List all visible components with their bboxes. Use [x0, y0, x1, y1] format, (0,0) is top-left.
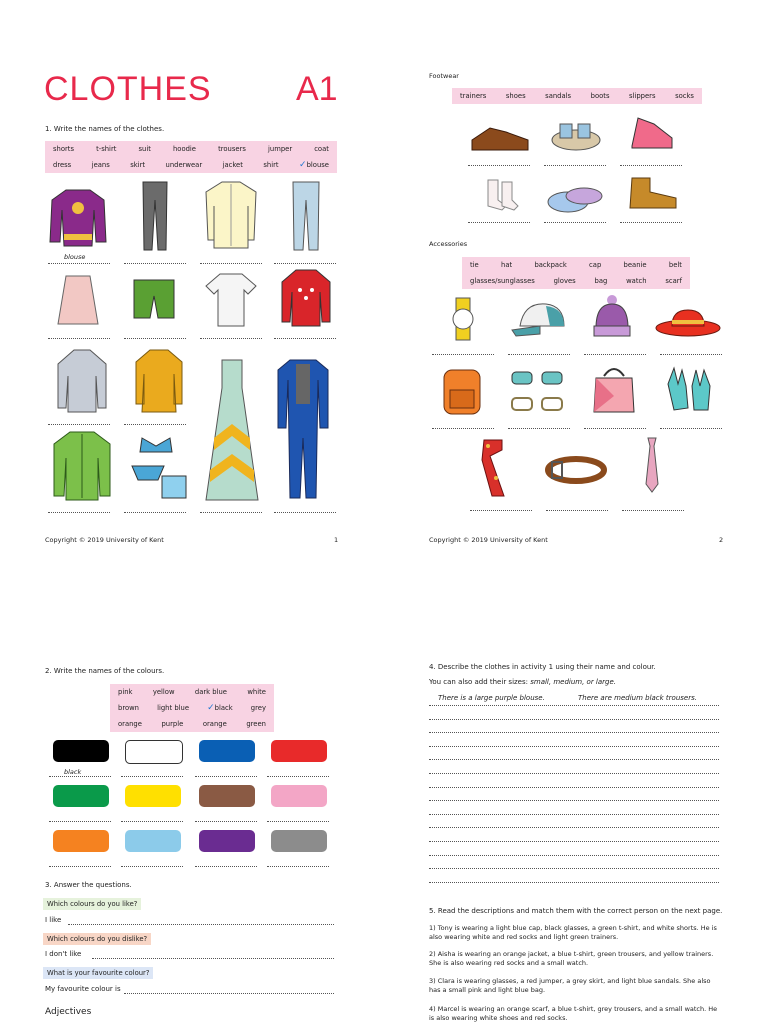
answer-line[interactable] — [546, 510, 608, 511]
word-bank-row-2 — [462, 273, 690, 289]
answer-line[interactable] — [121, 821, 183, 822]
example-sentence-2: There are medium black trousers. — [578, 694, 697, 702]
description-4: 4) Marcel is wearing an orange scarf, a blue t-shirt, grey trousers, and a small watch. He is also wearing white shoes and red socks. — [429, 1005, 718, 1022]
answer-line[interactable] — [124, 424, 186, 425]
word: brown — [118, 704, 139, 712]
writing-line[interactable] — [429, 705, 719, 706]
answer-line[interactable] — [200, 512, 262, 513]
word: yellow — [152, 688, 175, 696]
coat-image — [134, 348, 184, 414]
scarf-image — [476, 438, 510, 498]
answer-line[interactable] — [267, 821, 329, 822]
shorts-image — [132, 278, 176, 322]
shoes-image — [470, 120, 530, 154]
word: t-shirt — [96, 145, 117, 153]
colour-swatch — [53, 830, 109, 852]
word: jumper — [268, 145, 293, 153]
sizes-list: small, medium, or large. — [530, 678, 617, 686]
t-shirt-image — [204, 272, 258, 328]
dress-image — [204, 358, 260, 502]
answer-line[interactable] — [92, 958, 334, 959]
answer-line[interactable] — [660, 428, 722, 429]
word: tie — [470, 261, 479, 269]
question-1: Which colours do you like? — [43, 898, 141, 910]
word: socks — [675, 92, 694, 100]
word: coat — [314, 145, 329, 153]
jacket-image — [52, 430, 112, 502]
word: trousers — [218, 145, 246, 153]
word: jeans — [91, 161, 110, 169]
writing-line[interactable] — [429, 746, 719, 747]
sizes-prefix: You can also add their sizes: — [429, 678, 528, 686]
colours-word-bank — [110, 684, 274, 732]
word: glasses/sunglasses — [470, 277, 535, 285]
accessories-heading: Accessories — [429, 240, 468, 248]
belt-image — [546, 456, 608, 486]
answer-line[interactable] — [121, 866, 183, 867]
answer-line[interactable] — [432, 428, 494, 429]
beanie-image — [592, 294, 632, 340]
word: hoodie — [172, 145, 196, 153]
activity-1-instruction: 1. Write the names of the clothes. — [45, 125, 165, 133]
word: belt — [668, 261, 682, 269]
example-answer: blouse — [64, 253, 86, 261]
word: cap — [589, 261, 602, 269]
word: purple — [161, 720, 184, 728]
word: watch — [626, 277, 647, 285]
slippers-image — [546, 182, 604, 214]
word: underwear — [165, 161, 203, 169]
word: bag — [594, 277, 608, 285]
page-number: 1 — [334, 536, 339, 544]
writing-line[interactable] — [429, 787, 719, 788]
answer-line[interactable] — [200, 263, 262, 264]
sizes-hint — [429, 678, 616, 686]
word: backpack — [534, 261, 567, 269]
socks-image — [484, 178, 520, 212]
answer-line[interactable] — [274, 263, 336, 264]
word: dress — [53, 161, 72, 169]
word: white — [247, 688, 266, 696]
hat-image — [654, 306, 722, 338]
word: beanie — [623, 261, 647, 269]
colour-swatch — [125, 830, 181, 852]
word: jacket — [222, 161, 243, 169]
answer-3-prefix: My favourite colour is — [45, 985, 121, 993]
description-2: 2) Aisha is wearing an orange jacket, a blue t-shirt, green trousers, and yellow trainers. She is also wearing red socks and a small watch. — [429, 950, 714, 967]
word: suit — [138, 145, 151, 153]
colour-swatch — [53, 740, 109, 762]
word: shorts — [53, 145, 75, 153]
answer-line[interactable] — [49, 776, 111, 777]
blouse-image — [48, 186, 108, 252]
answer-line[interactable] — [468, 165, 530, 166]
writing-line[interactable] — [429, 841, 719, 842]
word: slippers — [629, 92, 656, 100]
trousers-image — [140, 180, 170, 252]
answer-line[interactable] — [544, 165, 606, 166]
word: green — [246, 720, 266, 728]
answer-line[interactable] — [68, 924, 334, 925]
answer-line[interactable] — [470, 510, 532, 511]
activity-2-instruction: 2. Write the names of the colours. — [45, 667, 165, 675]
word: dark blue — [194, 688, 227, 696]
answer-line[interactable] — [200, 338, 262, 339]
writing-line[interactable] — [429, 773, 719, 774]
checkmark-icon: ✓ — [207, 703, 215, 713]
underwear-image — [128, 436, 188, 500]
colour-swatch — [125, 740, 183, 764]
colour-swatch — [271, 740, 327, 762]
answer-line[interactable] — [49, 866, 111, 867]
word: shirt — [263, 161, 279, 169]
hoodie-image — [56, 348, 108, 414]
writing-line[interactable] — [429, 800, 719, 801]
answer-line[interactable] — [48, 512, 110, 513]
word: gloves — [553, 277, 576, 285]
writing-line[interactable] — [429, 719, 719, 720]
word-used: ✓black — [207, 703, 233, 713]
description-1: 1) Tony is wearing a light blue cap, black glasses, a green t-shirt, and white shorts. He is also wearing white and red socks and light green trainers. — [429, 924, 717, 941]
answer-2-prefix: I don't like — [45, 950, 82, 958]
writing-line[interactable] — [429, 814, 719, 815]
bag-image — [592, 362, 636, 414]
colour-swatch — [53, 785, 109, 807]
word: orange — [202, 720, 227, 728]
watch-image — [448, 296, 478, 342]
answer-line[interactable] — [508, 354, 570, 355]
word-bank-row-3 — [110, 716, 274, 732]
activity-5-instruction: 5. Read the descriptions and match them with the correct person on the next page. — [429, 907, 723, 915]
answer-line[interactable] — [544, 222, 606, 223]
writing-line[interactable] — [429, 732, 719, 733]
footwear-word-bank — [452, 88, 702, 104]
question-3: What is your favourite colour? — [43, 967, 153, 979]
answer-line[interactable] — [48, 424, 110, 425]
answer-line[interactable] — [267, 866, 329, 867]
word: sandals — [545, 92, 572, 100]
answer-1-prefix: I like — [45, 916, 62, 924]
trainers-image — [628, 110, 676, 152]
page-footer: Copyright © 2019 University of Kent — [429, 536, 548, 544]
answer-line[interactable] — [620, 165, 682, 166]
page-footer: Copyright © 2019 University of Kent — [45, 536, 164, 544]
example-answer: black — [64, 768, 82, 776]
answer-line[interactable] — [660, 354, 722, 355]
footwear-heading: Footwear — [429, 72, 459, 80]
jeans-image — [290, 180, 322, 252]
backpack-image — [438, 364, 488, 416]
word-bank-row-2 — [45, 157, 337, 173]
gloves-image — [664, 364, 716, 414]
checkmark-icon: ✓ — [299, 160, 307, 170]
colour-swatch — [271, 785, 327, 807]
word: hat — [501, 261, 513, 269]
word-bank-row-1 — [462, 257, 690, 273]
colour-swatch — [125, 785, 181, 807]
answer-line[interactable] — [468, 222, 530, 223]
answer-line[interactable] — [622, 510, 684, 511]
writing-line[interactable] — [429, 759, 719, 760]
answer-line[interactable] — [195, 821, 257, 822]
writing-line[interactable] — [429, 868, 719, 869]
page-number: 2 — [719, 536, 724, 544]
answer-line[interactable] — [124, 263, 186, 264]
answer-line[interactable] — [584, 354, 646, 355]
colour-swatch — [271, 830, 327, 852]
sandals-image — [550, 114, 602, 154]
description-3: 3) Clara is wearing glasses, a red jumper, a grey skirt, and light blue sandals. She also has a small pink and light blue bag. — [429, 977, 711, 994]
word: orange — [118, 720, 142, 728]
example-sentence-1: There is a large purple blouse. — [438, 694, 545, 702]
adjectives-heading: Adjectives — [45, 1007, 92, 1017]
cap-image — [510, 300, 570, 340]
word-bank-row-2 — [110, 700, 274, 716]
answer-line[interactable] — [432, 354, 494, 355]
word: skirt — [130, 161, 146, 169]
answer-line[interactable] — [584, 428, 646, 429]
answer-line[interactable] — [267, 776, 329, 777]
word-used: ✓blouse — [299, 160, 329, 170]
word: pink — [118, 688, 133, 696]
word: shoes — [505, 92, 526, 100]
answer-line[interactable] — [48, 338, 110, 339]
word: trainers — [460, 92, 487, 100]
answer-line[interactable] — [48, 263, 110, 264]
word: grey — [250, 704, 266, 712]
answer-line[interactable] — [195, 776, 257, 777]
answer-line[interactable] — [124, 512, 186, 513]
answer-line[interactable] — [49, 821, 111, 822]
suit-image — [276, 358, 330, 500]
answer-line[interactable] — [124, 338, 186, 339]
jumper-image — [280, 268, 332, 328]
answer-line[interactable] — [121, 776, 183, 777]
word-bank-row-1 — [110, 684, 274, 700]
boots-image — [624, 174, 680, 212]
word: boots — [590, 92, 610, 100]
skirt-image — [56, 274, 100, 326]
answer-line[interactable] — [124, 993, 334, 994]
colour-swatch — [199, 740, 255, 762]
answer-line[interactable] — [274, 512, 336, 513]
writing-line[interactable] — [429, 855, 719, 856]
activity-3-instruction: 3. Answer the questions. — [45, 881, 132, 889]
clothes-word-bank — [45, 141, 337, 173]
page-title: CLOTHES — [44, 70, 212, 108]
accessories-word-bank — [462, 257, 690, 289]
glasses-image — [508, 368, 570, 416]
colour-swatch — [199, 785, 255, 807]
answer-line[interactable] — [508, 428, 570, 429]
writing-line[interactable] — [429, 827, 719, 828]
question-2: Which colours do you dislike? — [43, 933, 151, 945]
answer-line[interactable] — [274, 338, 336, 339]
word-bank-row — [452, 88, 702, 104]
answer-line[interactable] — [620, 222, 682, 223]
shirt-image — [204, 180, 258, 250]
colour-swatch — [199, 830, 255, 852]
word: scarf — [665, 277, 682, 285]
activity-4-instruction: 4. Describe the clothes in activity 1 using their name and colour. — [429, 663, 656, 671]
tie-image — [640, 436, 664, 494]
answer-line[interactable] — [195, 866, 257, 867]
word-bank-row-1 — [45, 141, 337, 157]
level-label: A1 — [296, 70, 338, 108]
word: light blue — [157, 704, 190, 712]
writing-line[interactable] — [429, 882, 719, 883]
